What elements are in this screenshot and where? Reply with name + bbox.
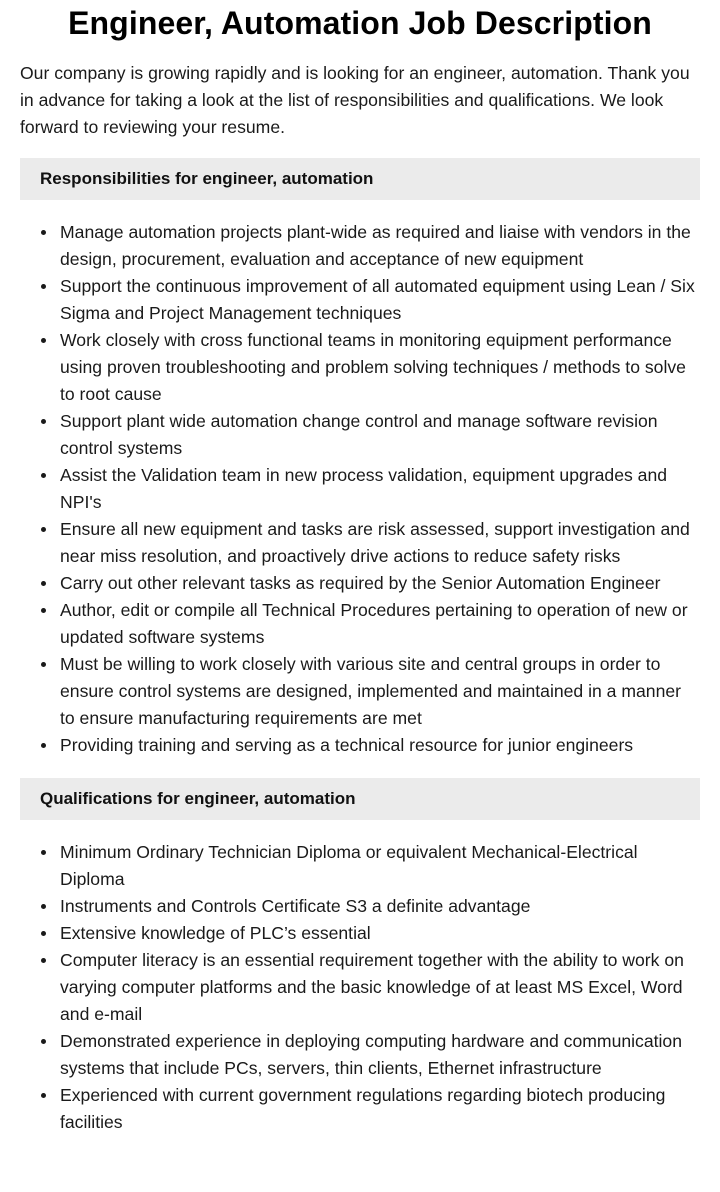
bullet-icon [41,581,46,586]
list-item [60,273,700,327]
list-item [60,732,700,759]
bullet-icon [41,931,46,936]
list-item [60,219,700,273]
qualifications-heading: Qualifications for engineer, automation [20,778,700,820]
bullet-icon [41,284,46,289]
list-item [60,462,700,516]
list-item-text: Instruments and Controls Certificate S3 a definite advantage [60,896,531,916]
list-item [60,570,700,597]
responsibilities-list [20,219,700,759]
list-item [60,516,700,570]
list-item-text: Must be willing to work closely with various site and central groups in order to ensure control systems are designed, implemented and maintained in a manner to ensure manufacturing requirements are met [60,654,682,728]
list-item-text: Computer literacy is an essential requirement together with the ability to work on varying computer platforms and the basic knowledge of at least MS Excel, Word and e-mail [60,950,684,1024]
bullet-icon [41,1039,46,1044]
bullet-icon [41,958,46,963]
list-item [60,893,700,920]
bullet-icon [41,1093,46,1098]
list-item [60,327,700,408]
list-item-text: Work closely with cross functional teams in monitoring equipment performance using proven troubleshooting and problem solving techniques / methods to solve to root cause [60,330,686,404]
list-item-text: Demonstrated experience in deploying computing hardware and communication systems that include PCs, servers, thin clients, Ethernet infrastructure [60,1031,683,1078]
list-item [60,1082,700,1136]
list-item-text: Support plant wide automation change control and manage software revision control systems [60,411,658,458]
list-item-text: Author, edit or compile all Technical Procedures pertaining to operation of new or updated software systems [60,600,688,647]
bullet-icon [41,743,46,748]
bullet-icon [41,608,46,613]
bullet-icon [41,850,46,855]
list-item [60,947,700,1028]
list-item [60,920,700,947]
bullet-icon [41,904,46,909]
list-item-text: Extensive knowledge of PLC’s essential [60,923,371,943]
list-item-text: Experienced with current government regulations regarding biotech producing facilities [60,1085,666,1132]
list-item [60,651,700,732]
bullet-icon [41,527,46,532]
page-title: Engineer, Automation Job Description [68,5,652,41]
list-item [60,597,700,651]
list-item-text: Ensure all new equipment and tasks are risk assessed, support investigation and near miss resolution, and proactively drive actions to reduce safety risks [60,519,690,566]
list-item-text: Carry out other relevant tasks as required by the Senior Automation Engineer [60,573,661,593]
bullet-icon [41,419,46,424]
list-item-text: Support the continuous improvement of all automated equipment using Lean / Six Sigma and Project Management techniques [60,276,695,323]
list-item [60,1028,700,1082]
list-item-text: Assist the Validation team in new process validation, equipment upgrades and NPI's [60,465,668,512]
list-item [60,839,700,893]
list-item [60,408,700,462]
bullet-icon [41,473,46,478]
intro-paragraph: Our company is growing rapidly and is looking for an engineer, automation. Thank you in advance for taking a look at the list of responsibilities and qualifications. We look forward to reviewing your resume. [20,63,690,137]
bullet-icon [41,230,46,235]
list-item-text: Minimum Ordinary Technician Diploma or equivalent Mechanical-Electrical Diploma [60,842,638,889]
bullet-icon [41,662,46,667]
list-item-text: Providing training and serving as a technical resource for junior engineers [60,735,634,755]
bullet-icon [41,338,46,343]
list-item-text: Manage automation projects plant-wide as required and liaise with vendors in the design, procurement, evaluation and acceptance of new equipment [60,222,691,269]
qualifications-list [20,839,700,1136]
responsibilities-heading: Responsibilities for engineer, automation [20,158,700,200]
